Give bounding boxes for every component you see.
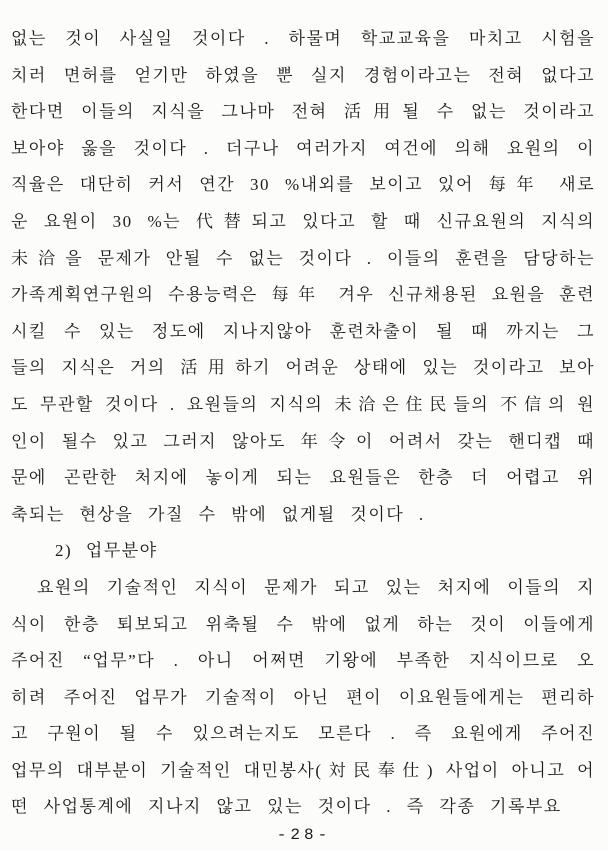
text-line: 보아야 옳을 것이다 . 더구나 여러가지 여건에 의해 요원의 이 — [11, 138, 595, 158]
text-line: 없는 것이 사실일 것이다 . 하물며 학교교육을 마치고 시험을 — [11, 29, 595, 48]
page-number: -28- — [276, 826, 332, 844]
section-heading: 2) 업무분야 — [55, 541, 158, 561]
paragraph-2 — [11, 570, 595, 826]
text-line: 떤 사업통계에 지나지 않고 있는 것이다 . 즉 각종 기록부요 — [11, 797, 562, 817]
text-line: 주어진 “업무”다 . 아니 어쩌면 기왕에 부족한 지식이므로 오 — [11, 651, 595, 671]
text-line: 인이 될수 있고 그러지 않아도 年令이 어려서 갖는 핸디캡 때 — [11, 431, 595, 451]
text-line: 도 무관할 것이다 . 요원들의 지식의 未洽은住民들의 不信의 원 — [11, 394, 595, 414]
text-line: 未洽을 문제가 안될 수 없는 것이다 . 이들의 훈련을 담당하는 — [11, 248, 595, 268]
text-line: 식이 한층 퇴보되고 위축될 수 밖에 없게 하는 것이 이들에게 — [11, 614, 595, 634]
text-line: 히려 주어진 업무가 기술적이 아닌 편이 이요원들에게는 편리하 — [11, 687, 595, 707]
text-line: 축되는 현상을 가질 수 밖에 없게될 것이다 . — [11, 504, 425, 524]
text-line: 업무의 대부분이 기술적인 대민봉사(対民奉仕) 사업이 아니고 어 — [11, 760, 595, 780]
text-line: 치러 면허를 얻기만 하였을 뿐 실지 경험이라고는 전혀 없다고 — [11, 65, 595, 85]
text-line: 요원의 기술적인 지식이 문제가 되고 있는 처지에 이들의 지 — [37, 577, 595, 597]
text-line: 한다면 이들의 지식을 그나마 전혀 活用될 수 없는 것이라고 — [11, 102, 595, 122]
text-line: 시킬 수 있는 정도에 지나지않아 훈련차출이 될 때 까지는 그 — [11, 321, 595, 341]
text-line: 고 구원이 될 수 있으려는지도 모른다 . 즉 요원에게 주어진 — [11, 724, 595, 744]
text-line: 운 요원이 30 %는 代替되고 있다고 할 때 신규요원의 지식의 — [11, 211, 595, 231]
text-line: 직율은 대단히 커서 연간 30 %내외를 보이고 있어 每年 새로 — [11, 175, 595, 195]
paragraph-1 — [11, 21, 595, 533]
text-line: 가족계획연구원의 수용능력은 每年 겨우 신규채용된 요원을 훈련 — [11, 285, 595, 305]
text-line: 들의 지식은 거의 活用하기 어려운 상태에 있는 것이라고 보아 — [11, 358, 595, 378]
text-line: 문에 곤란한 처지에 놓이게 되는 요원들은 한층 더 어렵고 위 — [11, 468, 595, 488]
